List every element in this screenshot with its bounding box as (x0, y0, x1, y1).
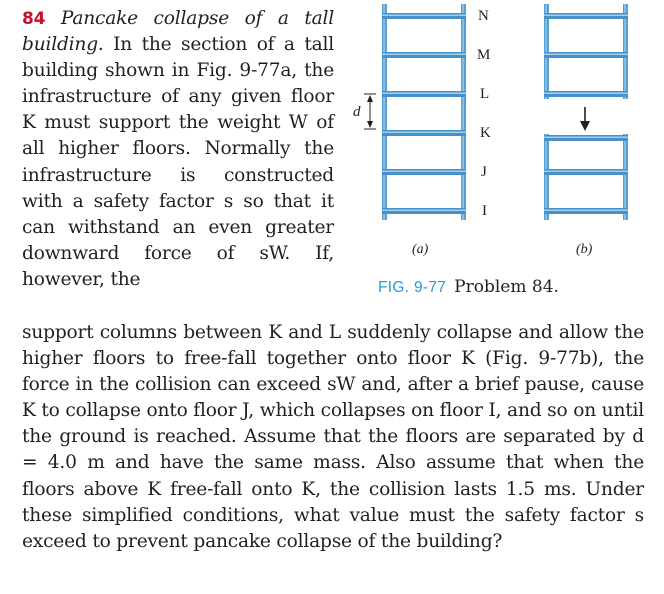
problem-text-rest: support columns between K and L suddenly collapse and allow the higher floors to free-fall together onto floor K (Fig. 9-77b), the force in the collision can exceed sW and, after a brief pause, cause K to collapse onto floor J, which collapses on floor I, and so on until the ground is reached. Assume that the floors are separated by d = 4.0 m and have the same mass. Also assume that when the floors above K free-fall onto K, the collision lasts 1.5 ms. Under these simplified conditions, what value must the safety factor s exceed to prevent pancake collapse of the building? (22, 322, 644, 552)
floor-a-0-highlight (382, 15, 466, 17)
problem-text-top (22, 6, 334, 293)
floor-b-top-2-highlight (544, 93, 628, 95)
collapse-arrow (580, 107, 590, 131)
figure-9-77 (340, 0, 664, 310)
dimension-marker (364, 94, 376, 129)
column-a-left-highlight (384, 4, 385, 220)
dimension-label-d: d (353, 104, 361, 120)
floor-label-j: J (481, 164, 487, 180)
floor-b-low-1-highlight (544, 171, 628, 173)
problem-title: Pancake collapse of a tall building. (22, 8, 334, 56)
building-b (544, 4, 628, 220)
figure-caption (378, 276, 658, 299)
floor-a-3-highlight (382, 132, 466, 134)
floor-b-top-1-highlight (544, 54, 628, 56)
floor-b-top-0-highlight (544, 15, 628, 17)
panel-label-b: (b) (576, 242, 593, 257)
problem-body-top: In the section of a tall building shown in Fig. 9-77a, the infrastructure of any given floor K must support the weight W of all higher floors. Normally the infrastructure is constructed with a safety factor s so that it can withstand an even greater downward force of sW. If, however, the (22, 34, 334, 290)
floor-a-1-highlight (382, 54, 466, 56)
column-b-low-left-highlight (546, 134, 547, 220)
floor-label-k: K (480, 125, 491, 141)
floor-label-m: M (477, 47, 491, 63)
floor-label-n: N (478, 8, 489, 24)
caption-text: Problem 84. (454, 277, 559, 297)
floor-label-i: I (482, 203, 487, 219)
floor-b-low-2-highlight (544, 210, 628, 212)
floor-a-4-highlight (382, 171, 466, 173)
column-b-low-right-highlight (625, 134, 626, 220)
floor-a-5-highlight (382, 210, 466, 212)
page-bottom-edge (0, 584, 664, 594)
floor-a-2-highlight (382, 93, 466, 95)
column-a-right-highlight (463, 4, 464, 220)
panel-label-a: (a) (412, 242, 429, 257)
building-a (382, 4, 466, 220)
floor-b-low-0-highlight (544, 137, 628, 139)
problem-number: 84 (22, 9, 46, 29)
caption-label: FIG. 9-77 (378, 279, 447, 296)
floor-label-l: L (480, 86, 490, 102)
